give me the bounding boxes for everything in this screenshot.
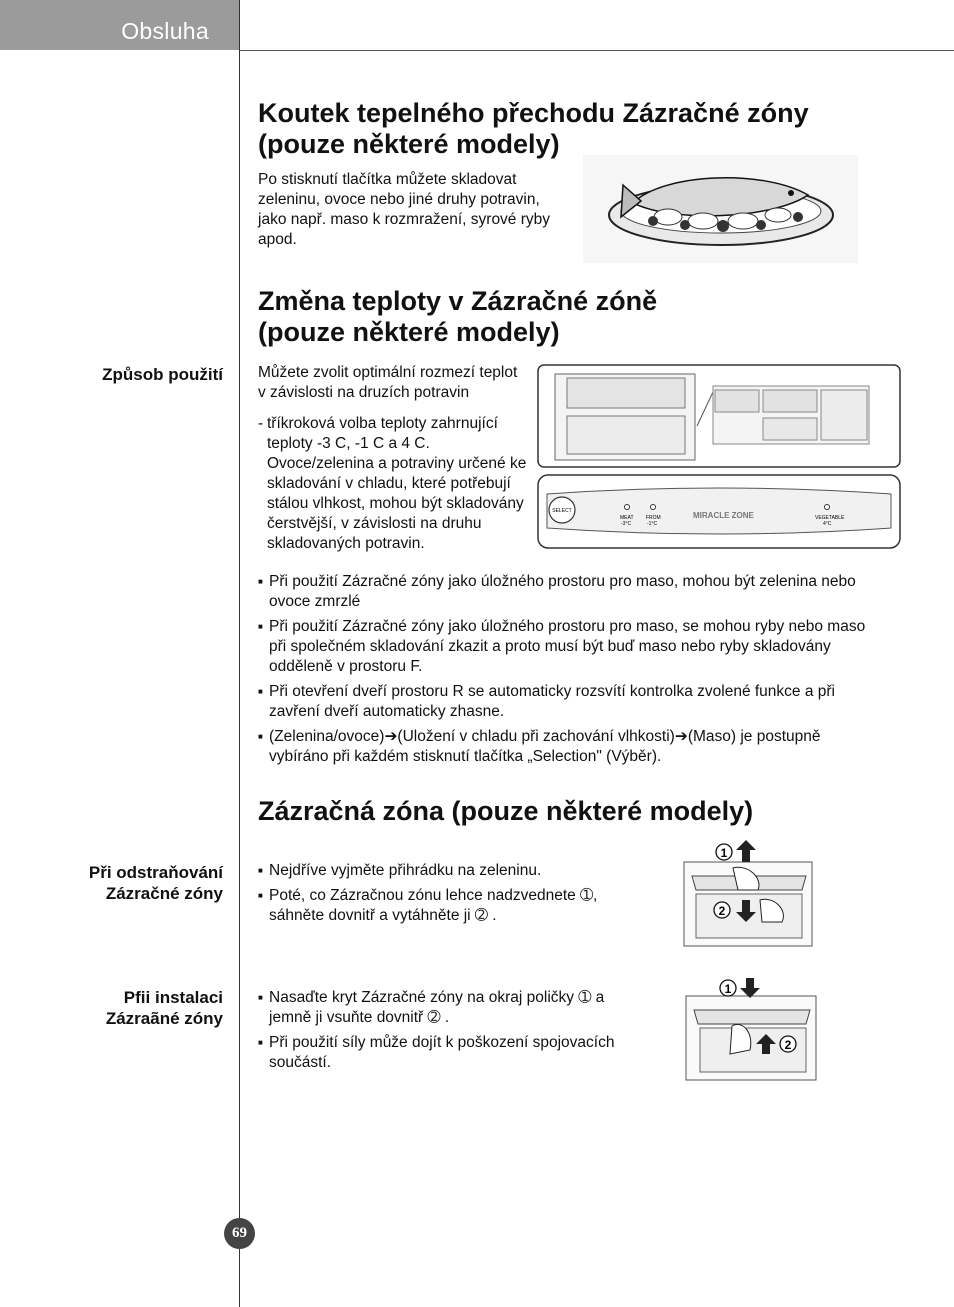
install-side-label-line2: Zázraãné zóny <box>105 1009 223 1028</box>
panel-frozen-temp: -1°C <box>647 521 658 527</box>
install-side-label-line1: Pfii instalaci <box>123 988 223 1007</box>
remove-zone-illustration <box>678 838 818 948</box>
install-step2-label: 2 <box>784 1038 792 1052</box>
section1-text: Po stisknutí tlačítka můžete skladovat zeleninu, ovoce nebo jiné druhy potravin, jako např. maso k rozmražení, syrové ryby apod. <box>258 171 551 248</box>
install-bullets <box>258 988 638 1078</box>
section2-dash-item <box>258 414 528 554</box>
panel-meat-temp: -3°C <box>621 521 632 527</box>
remove-side-label-line2: Zázračné zóny <box>105 884 223 903</box>
install-step1-label: 1 <box>724 982 732 996</box>
list-item: ■ Při použití Zázračné zóny jako úložného prostoru pro maso, mohou být zelenina nebo ovoce zmrzlé <box>258 572 868 612</box>
section1-title-line1: Koutek tepelného přechodu Zázračné zóny <box>258 98 809 128</box>
header-tab <box>0 0 239 50</box>
fridge-drawer-illustration <box>537 364 901 468</box>
margin-rule <box>239 0 240 1307</box>
list-item: ■ Nejdříve vyjměte přihrádku na zeleninu. <box>258 861 628 881</box>
section2-side-label: Způsob použití <box>102 365 223 384</box>
section2-intro: Můžete zvolit optimální rozmezí teplot v závislosti na druzích potravin <box>258 364 518 401</box>
section3-title: Zázračná zóna (pouze některé modely) <box>258 796 754 826</box>
list-item: ■ Poté, co Zázračnou zónu lehce nadzvednete ➀, sáhněte dovnitř a vytáhněte ji ➁ . <box>258 886 628 926</box>
remove-side-label <box>23 862 223 904</box>
page-number: 69 <box>224 1218 255 1249</box>
install-zone-illustration <box>680 976 820 1082</box>
list-item: ■ Při použití Zázračné zóny jako úložného prostoru pro maso, se mohou ryby nebo maso při společném skladování zkazit a proto musí být buď maso nebo ryby skladovány odděleně v prostoru F. <box>258 617 868 677</box>
list-item: ■ (Zelenina/ovoce)➔(Uložení v chladu při zachování vlhkosti)➔(Maso) je postupně vybíráno při každém stisknutí tlačítka „Selection" (Výběr). <box>258 727 868 767</box>
remove-step2-label: 2 <box>718 904 726 918</box>
header-rule <box>239 50 954 51</box>
panel-meat-label: MEAT <box>620 515 634 521</box>
fish-platter-illustration <box>583 155 858 263</box>
section2-bullets <box>258 572 868 772</box>
panel-vegetable-label: VEGETABLE <box>815 515 845 521</box>
remove-side-label-line1: Při odstraňování <box>88 863 223 882</box>
section2-dash-text: tříkroková volba teploty zahrnující teploty -3 C, -1 C a 4 C. Ovoce/zelenina a potraviny určené ke skladování v chladu, které potřebují stálou vlhkost, mohou být skladovány čerstvější, v závislosti na druhu skladovaných potravin. <box>267 415 527 552</box>
panel-frozen-label: FROM <box>646 515 661 521</box>
miracle-zone-control-panel <box>537 474 901 549</box>
section1-title <box>258 98 809 160</box>
remove-step1-label: 1 <box>720 846 728 860</box>
section2-title-line1: Změna teploty v Zázračné zóně <box>258 286 658 316</box>
up-arrow-icon <box>736 840 756 862</box>
section1-title-line2: (pouze některé modely) <box>258 129 560 159</box>
panel-brand: MIRACLE ZONE <box>693 511 754 520</box>
remove-bullets <box>258 861 628 931</box>
list-item: ■ Při otevření dveří prostoru R se automaticky rozsvítí kontrolka zvolené funkce a při zavření dveří automaticky zhasne. <box>258 682 868 722</box>
list-item: ■ Při použití síly může dojít k poškození spojovacích součástí. <box>258 1033 638 1073</box>
section2-title <box>258 286 657 348</box>
header-tab-label: Obsluha <box>121 18 209 44</box>
list-item: ■ Nasaďte kryt Zázračné zóny na okraj poličky ➀ a jemně ji vsuňte dovnitř ➁ . <box>258 988 638 1028</box>
install-side-label <box>23 987 223 1029</box>
dash-marker: - <box>258 415 264 432</box>
panel-vegetable-temp: 4°C <box>823 521 832 527</box>
section2-title-line2: (pouze některé modely) <box>258 317 560 347</box>
panel-select-label: SELECT <box>552 508 572 514</box>
down-arrow-icon <box>740 978 760 998</box>
